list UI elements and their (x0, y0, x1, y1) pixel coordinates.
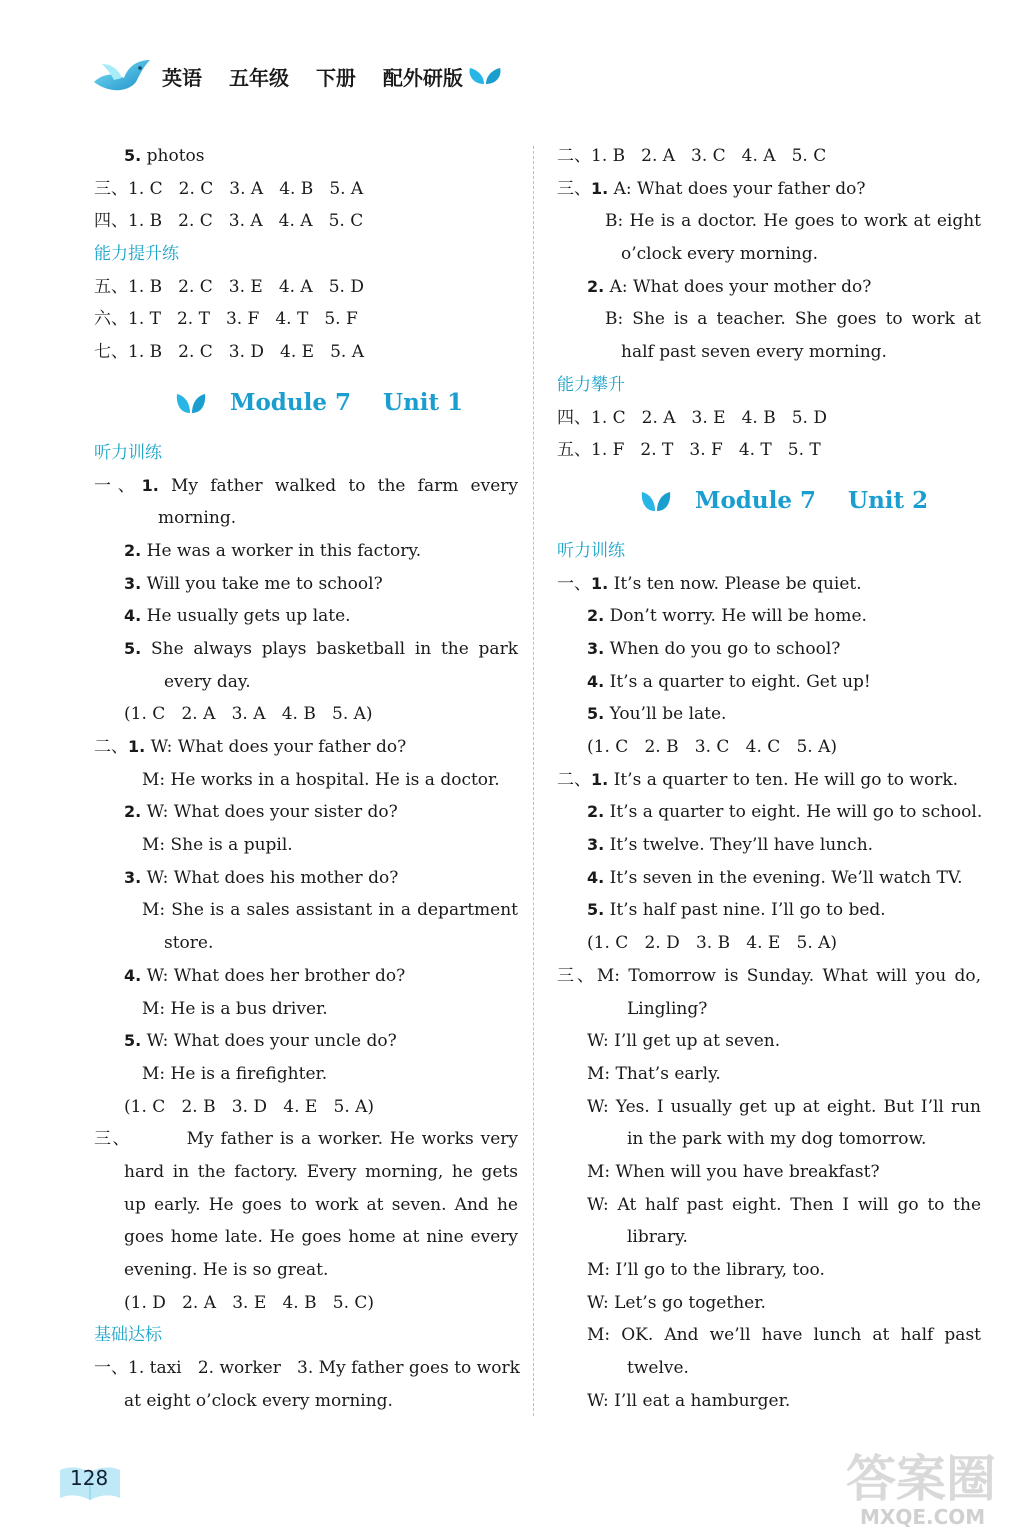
text-line (557, 1319, 981, 1352)
question-label: 五、 (94, 276, 128, 297)
item-text: It’s a quarter to ten. He will go to work. (608, 769, 959, 790)
item-number: 2. (587, 606, 605, 626)
question-label: 五、 (557, 440, 591, 461)
text-line (94, 1221, 518, 1254)
question-label: 一、 (94, 1358, 128, 1379)
answer-item: 2. A (641, 146, 676, 166)
answer-item: 5. C (328, 211, 364, 232)
text-line (557, 600, 981, 633)
text-line (94, 173, 518, 206)
text-line (94, 927, 518, 960)
text-line (94, 666, 518, 699)
answer-key: (1. C 2. B 3. D 4. E 5. A) (124, 1096, 375, 1117)
answer-item: 4. T (275, 309, 309, 330)
item-text: photos (141, 146, 205, 166)
watermark-text: 答案圈 (846, 1450, 996, 1508)
text-line (557, 1091, 981, 1124)
question-label: 三、 (94, 178, 128, 199)
answer-item: 1. B (591, 146, 626, 166)
answer-item: 1. B (128, 211, 163, 232)
answer-item: 2. A (641, 407, 676, 428)
section-heading: 听力训练 (94, 442, 162, 463)
text-line (94, 1091, 518, 1124)
leaf-icon (641, 489, 671, 513)
answer-item: 2. T (640, 440, 674, 461)
item-number: 4. (124, 965, 142, 985)
item-text: in the park with my dog tomorrow. (627, 1129, 927, 1150)
answer-item: 1. B (128, 276, 163, 297)
answer-item: 3. D (228, 342, 265, 363)
item-text: It’s a quarter to eight. Get up! (604, 671, 871, 692)
text-line (94, 1189, 518, 1222)
item-text: Will you take me to school? (141, 573, 383, 594)
item-text: W: What does your sister do? (141, 802, 398, 823)
section-heading: 能力提升练 (94, 244, 179, 265)
text-line (557, 238, 981, 271)
text-line (94, 1254, 518, 1287)
item-number: 2. (124, 540, 142, 560)
text-line (557, 1156, 981, 1189)
section-heading: 能力攀升 (557, 374, 625, 395)
text-line (557, 927, 981, 960)
header-grade: 五年级 (228, 66, 289, 90)
answer-item: 3. F (689, 440, 723, 461)
answer-item: 1. F (591, 440, 625, 461)
item-text: W: I’ll eat a hamburger. (587, 1390, 791, 1411)
answer-item: 3. E (228, 276, 263, 297)
answer-key: (1. C 2. B 3. C 4. C 5. A) (587, 737, 838, 757)
text-line (94, 1287, 518, 1320)
text-line (94, 796, 518, 829)
page-header (92, 56, 512, 96)
answer-item: 4. B (741, 407, 776, 428)
column-divider (533, 146, 534, 1416)
item-number: 2. (124, 802, 142, 822)
text-line (557, 894, 981, 927)
answer-item: 3. A (229, 178, 264, 199)
module-gap (816, 487, 848, 514)
item-text: up early. He goes to work at seven. And he (124, 1194, 518, 1215)
item-text: M: She is a sales assistant in a department (142, 900, 518, 921)
page-number: 128 (70, 1466, 109, 1490)
text-line (557, 1352, 981, 1385)
item-text: M: She is a pupil. (142, 835, 293, 856)
item-text: You’ll be late. (604, 704, 727, 725)
item-text: hard in the factory. Every morning, he gets (124, 1161, 518, 1182)
item-number: 4. (124, 606, 142, 626)
item-text: every day. (164, 671, 251, 692)
text-line (94, 600, 518, 633)
module-name: Module 7 (230, 388, 351, 416)
text-line (94, 862, 518, 895)
text-line (557, 140, 981, 173)
question-label: 六、 (94, 309, 128, 330)
item-text: evening. He is so great. (124, 1260, 329, 1280)
question-label: 一、 (557, 573, 591, 594)
header-volume: 下册 (315, 66, 356, 90)
item-text: W: What does your uncle do? (141, 1031, 397, 1052)
item-text: Lingling? (627, 998, 708, 1019)
text-line (557, 764, 981, 797)
item-text: My father is a worker. He works very (131, 1129, 519, 1150)
text-line (557, 1221, 981, 1254)
item-number: 1. (591, 573, 609, 593)
leaves-icon (468, 66, 502, 86)
text-line (94, 1385, 518, 1418)
item-number: 5. (124, 146, 142, 165)
text-line (557, 862, 981, 895)
item-text: M: Tomorrow is Sunday. What will you do, (596, 965, 982, 986)
answer-item: 4. A (741, 146, 776, 166)
text-line (94, 502, 518, 535)
text-line (94, 993, 518, 1026)
text-line (557, 1254, 981, 1287)
text-line (557, 173, 981, 206)
item-text: M: I’ll go to the library, too. (587, 1260, 825, 1280)
page-number-badge (58, 1462, 122, 1502)
text-line (557, 205, 981, 238)
item-number: 1. (128, 737, 146, 756)
item-text: A: What does your father do? (608, 178, 866, 199)
text-line (557, 698, 981, 731)
item-text: M: He is a firefighter. (142, 1063, 328, 1084)
item-text: He was a worker in this factory. (141, 540, 422, 561)
answer-item: 3. F (225, 309, 260, 330)
text-line (94, 1123, 518, 1156)
item-text: Don’t worry. He will be home. (604, 606, 867, 627)
item-text: W: What does her brother do? (141, 965, 406, 986)
answer-item: 5. C (791, 146, 827, 166)
answer-key: (1. C 2. A 3. A 4. B 5. A) (124, 704, 373, 725)
item-number: 5. (124, 1031, 142, 1051)
answer-item: 2. C (178, 211, 213, 232)
answer-item: 5. A (330, 342, 364, 363)
item-text: M: OK. And we’ll have lunch at half past (587, 1325, 981, 1346)
item-number: 1. (591, 769, 609, 789)
item-text: It’s ten now. Please be quiet. (608, 573, 862, 594)
right-column (557, 140, 981, 1417)
text-line (94, 535, 518, 568)
item-text: B: He is a doctor. He goes to work at eight (605, 211, 981, 232)
item-text: W: Yes. I usually get up at eight. But I’ll run (587, 1096, 981, 1117)
question-label: 四、 (557, 407, 591, 428)
text-line (557, 1385, 981, 1418)
item-text: A: What does your mother do? (604, 276, 872, 297)
question-label: 三、 (557, 178, 591, 199)
module-title (230, 369, 463, 437)
text-line (94, 960, 518, 993)
text-line (94, 1025, 518, 1058)
text-line (94, 140, 518, 173)
text-line (557, 568, 981, 601)
text-line (557, 1058, 981, 1091)
text-line (94, 1156, 518, 1189)
item-text: M: He is a bus driver. (142, 998, 328, 1019)
item-number: 4. (587, 671, 605, 691)
item-text: It’s seven in the evening. We’ll watch TV. (604, 867, 963, 888)
text-line (94, 894, 518, 927)
text-line (557, 1123, 981, 1156)
answer-item: 5. A (329, 178, 364, 199)
text-line (557, 1189, 981, 1222)
unit-name: Unit 2 (848, 486, 929, 514)
text-line (557, 402, 981, 435)
answer-item: 5. F (324, 309, 358, 330)
text-line (557, 1287, 981, 1320)
item-text: It’s twelve. They’ll have lunch. (604, 835, 874, 856)
item-text: B: She is a teacher. She goes to work at (605, 309, 981, 330)
answer-item: 3. E (691, 407, 726, 428)
section-heading: 听力训练 (557, 540, 625, 561)
item-number: 3. (124, 867, 142, 887)
text-line (94, 271, 518, 304)
answer-item: 5. D (791, 407, 827, 428)
text-line (94, 698, 518, 731)
text-line (94, 764, 518, 797)
answer-item: 1. T (128, 309, 161, 330)
item-text: morning. (158, 508, 237, 529)
module-gap (351, 389, 383, 416)
answer-item: 4. E (280, 342, 315, 363)
module-heading (557, 467, 981, 535)
item-text: M: He works in a hospital. He is a doctor. (142, 769, 500, 790)
question-label: 二、 (557, 769, 591, 790)
text-line (557, 271, 981, 304)
item-text: W: What does your father do? (145, 737, 407, 757)
question-label: 三、 (94, 1129, 132, 1150)
section-heading: 基础达标 (94, 1325, 162, 1346)
text-line (557, 829, 981, 862)
text-line (557, 731, 981, 764)
text-line (557, 993, 981, 1026)
answer-item: 5. T (787, 440, 821, 461)
item-text: store. (164, 933, 214, 954)
bird-logo-icon (92, 56, 154, 96)
answer-item: 4. A (278, 276, 313, 297)
item-text: twelve. (627, 1358, 689, 1379)
item-number: 1. (591, 178, 609, 198)
question-label: 二、 (94, 737, 128, 757)
text-line (94, 303, 518, 336)
item-text: at eight o’clock every morning. (124, 1390, 393, 1411)
answer-item: 1. C (128, 178, 163, 199)
item-text: It’s half past nine. I’ll go to bed. (604, 900, 886, 921)
item-text: W: At half past eight. Then I will go to the (587, 1194, 981, 1215)
item-number: 5. (124, 638, 142, 658)
item-text: He usually gets up late. (141, 606, 351, 627)
text-line (94, 205, 518, 238)
answer-item: 5. D (328, 276, 364, 297)
watermark-url: MXQE.COM (860, 1505, 986, 1529)
left-column (94, 140, 518, 1417)
item-number: 4. (587, 867, 605, 887)
answer-item: 4. B (279, 178, 314, 199)
item-text: goes home late. He goes home at nine every (124, 1227, 518, 1248)
text-line (557, 666, 981, 699)
text-line (557, 336, 981, 369)
question-label: 二、 (557, 146, 591, 166)
text-line (94, 633, 518, 666)
answer-item: 2. C (178, 276, 213, 297)
text-line (557, 434, 981, 467)
text-line (94, 829, 518, 862)
module-heading (94, 369, 518, 437)
watermark-logo (840, 1440, 1020, 1530)
question-label: 四、 (94, 211, 128, 232)
item-number: 3. (124, 573, 142, 593)
item-text: It’s a quarter to eight. He will go to school. (604, 802, 983, 823)
item-text: My father walked to the farm every (158, 475, 519, 496)
item-number: 2. (587, 276, 605, 296)
text-line (557, 633, 981, 666)
item-number: 2. (587, 802, 605, 822)
answer-item: 1. B (128, 342, 163, 363)
item-text: M: That’s early. (587, 1063, 721, 1084)
text-line (94, 568, 518, 601)
header-subject: 英语 (162, 66, 202, 90)
text-line (94, 731, 518, 764)
leaf-icon (176, 391, 206, 415)
item-text: When do you go to school? (604, 638, 841, 659)
answer-item: 2. C (178, 342, 213, 363)
item-text: She always plays basketball in the park (141, 638, 518, 659)
answer-item: 2. C (178, 178, 214, 199)
text-line (94, 336, 518, 369)
item-text: W: Let’s go together. (587, 1292, 766, 1313)
answer-key: (1. C 2. D 3. B 4. E 5. A) (587, 933, 838, 954)
item-text: half past seven every morning. (621, 342, 887, 363)
item-number: 5. (587, 900, 605, 920)
text-line (557, 796, 981, 829)
item-number: 1. (141, 475, 159, 495)
item-number: 3. (587, 638, 605, 658)
item-text: 1. taxi 2. worker 3. My father goes to work (128, 1358, 520, 1379)
item-number: 3. (587, 835, 605, 855)
item-text: W: I’ll get up at seven. (587, 1031, 781, 1052)
item-text: o’clock every morning. (621, 244, 819, 265)
item-text: library. (627, 1227, 688, 1248)
question-label: 三、 (557, 965, 597, 986)
text-line (94, 1352, 518, 1385)
answer-item: 3. C (691, 146, 726, 166)
unit-name: Unit 1 (383, 388, 464, 416)
question-label: 七、 (94, 342, 128, 363)
answer-item: 4. T (738, 440, 772, 461)
text-line (557, 303, 981, 336)
answer-item: 4. A (278, 211, 313, 232)
answer-key: (1. D 2. A 3. E 4. B 5. C) (124, 1292, 375, 1313)
item-text: M: When will you have breakfast? (587, 1161, 880, 1182)
text-line (94, 470, 518, 503)
answer-item: 3. A (228, 211, 263, 232)
item-number: 5. (587, 704, 605, 724)
text-line (557, 960, 981, 993)
item-text: W: What does his mother do? (141, 867, 399, 888)
answer-item: 2. T (176, 309, 210, 330)
text-line (557, 1025, 981, 1058)
header-edition: 配外研版 (382, 66, 463, 90)
text-line (94, 1058, 518, 1091)
question-label: 一、 (94, 475, 142, 496)
header-title (162, 62, 483, 91)
module-title (695, 467, 928, 535)
answer-item: 1. C (591, 407, 626, 428)
module-name: Module 7 (695, 486, 816, 514)
